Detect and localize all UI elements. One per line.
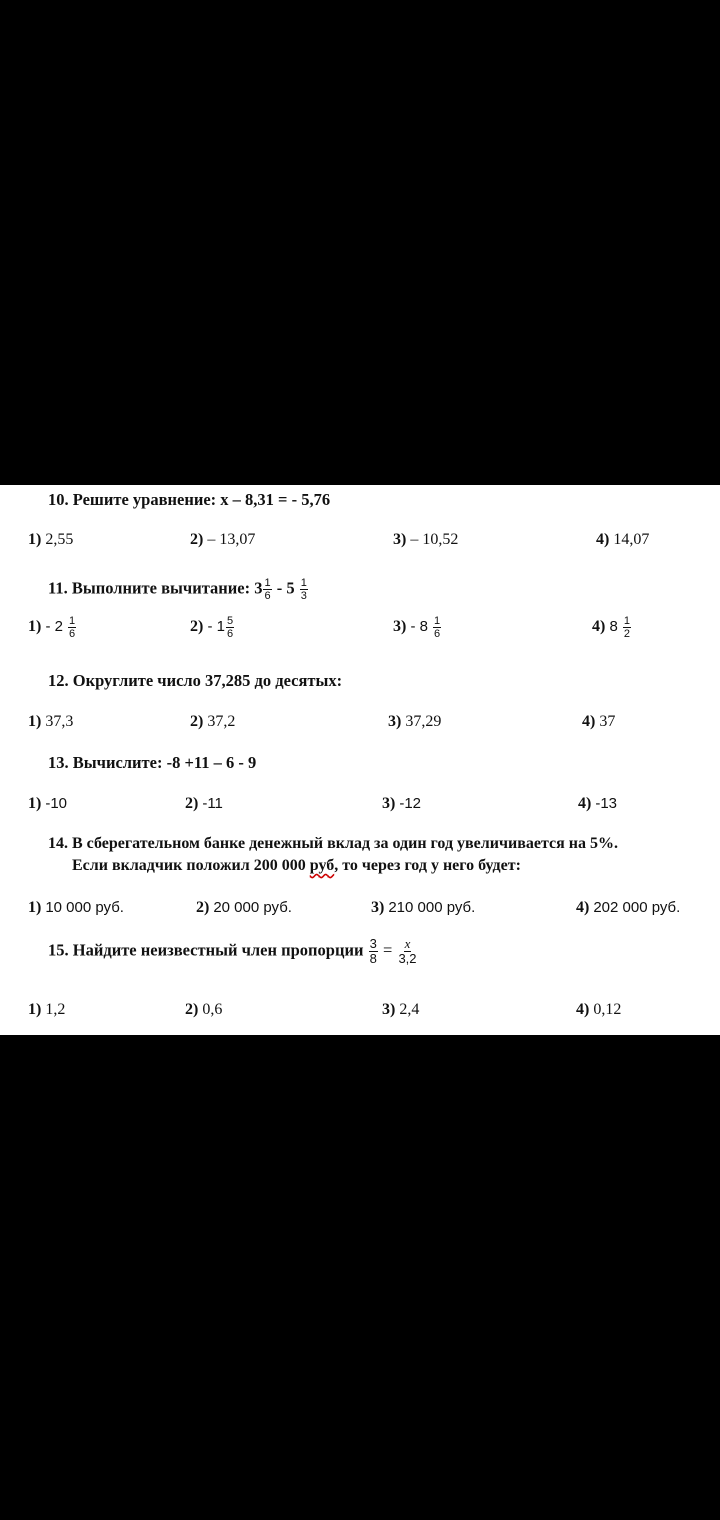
q14-option-4: 4) 202 000 руб. bbox=[576, 899, 681, 916]
q11-option-3: 3) - 8 $\frac{1}{6}$ bbox=[393, 615, 441, 640]
question-15: 15. Найдите неизвестный член пропорции $\frac{3}{8}$ = $\frac{x}{3,2}$ bbox=[48, 936, 417, 966]
q12-option-4: 4) 37 bbox=[582, 713, 616, 730]
question-13: 13. Вычислите: -8 +11 – 6 - 9 bbox=[48, 753, 257, 772]
worksheet-page bbox=[0, 485, 720, 1035]
q11-option-1: 1) - 2 $\frac{1}{6}$ bbox=[28, 615, 76, 640]
q14-option-1: 1) 10 000 руб. bbox=[28, 899, 124, 916]
q14-option-2: 2) 20 000 руб. bbox=[196, 899, 292, 916]
q10-option-1: 1) 2,55 bbox=[28, 531, 74, 548]
question-14-line-2: Если вкладчик положил 200 000 руб, то через год у него будет: bbox=[72, 857, 521, 874]
q12-option-3: 3) 37,29 bbox=[388, 713, 442, 730]
question-14-line-1: 14. В сберегательном банке денежный вклад за один год увеличивается на 5%. bbox=[48, 835, 618, 852]
q11-option-2: 2) - 1 $\frac{5}{6}$ bbox=[190, 615, 234, 640]
question-11: 11. Выполните вычитание: 3 $\frac{1}{6}$ - 5 $\frac{1}{3}$ bbox=[48, 577, 307, 602]
q10-option-3: 3) – 10,52 bbox=[393, 531, 459, 548]
q12-option-2: 2) 37,2 bbox=[190, 713, 236, 730]
q10-option-4: 4) 14,07 bbox=[596, 531, 650, 548]
question-10: 10. Решите уравнение: х – 8,31 = - 5,76 bbox=[48, 490, 331, 509]
q15-option-3: 3) 2,4 bbox=[382, 1001, 420, 1018]
proportion-left: $\frac{3}{8}$ bbox=[369, 936, 377, 966]
q13-option-2: 2) -11 bbox=[185, 795, 223, 812]
q11-option-4: 4) 8 $\frac{1}{2}$ bbox=[592, 615, 630, 640]
q14-option-3: 3) 210 000 руб. bbox=[371, 899, 476, 916]
question-12: 12. Округлите число 37,285 до десятых: bbox=[48, 671, 343, 690]
q10-option-2: 2) – 13,07 bbox=[190, 531, 256, 548]
q13-option-4: 4) -13 bbox=[578, 795, 618, 812]
q12-option-1: 1) 37,3 bbox=[28, 713, 74, 730]
q15-option-2: 2) 0,6 bbox=[185, 1001, 223, 1018]
q13-option-3: 3) -12 bbox=[382, 795, 422, 812]
q15-option-4: 4) 0,12 bbox=[576, 1001, 622, 1018]
q15-option-1: 1) 1,2 bbox=[28, 1001, 66, 1018]
q13-option-1: 1) -10 bbox=[28, 795, 68, 812]
proportion-right: $\frac{x}{3,2}$ bbox=[398, 936, 417, 966]
